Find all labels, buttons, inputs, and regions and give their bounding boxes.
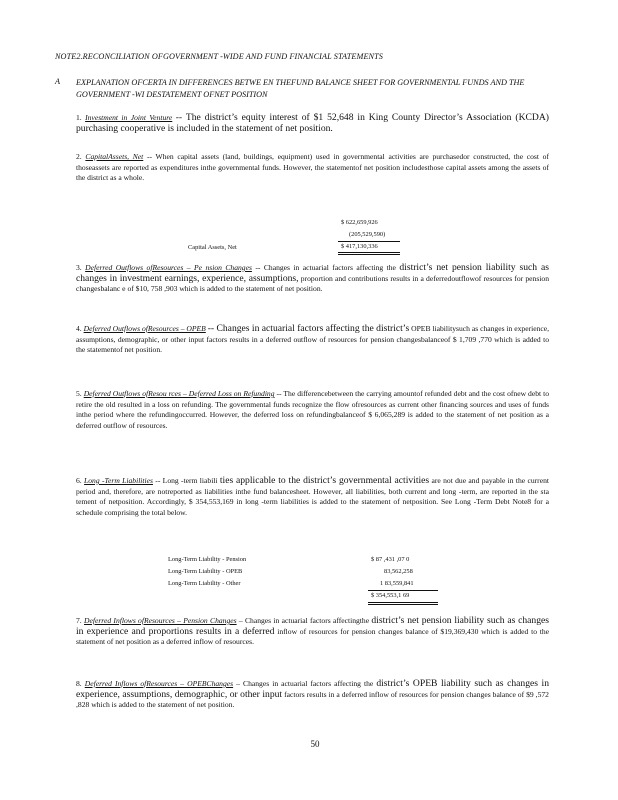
item-number: 2. xyxy=(76,152,82,161)
item-text: proportion and contributions results in a deferredoutflowof resources for pension changesbalanc e of $10, 758 ,903 which is added to the statement of net position. xyxy=(76,273,549,294)
item-text: -- When capital assets (land, buildings, equipment) used in governmental activities are purchasedor constructed, the cost of thoseassets are reported as expenditures inthe governmental funds. However, the statementof net position includesthose capital assets among the assets of the district as a whole. xyxy=(76,152,549,183)
table-rule xyxy=(368,590,438,591)
capital-row-label: Capital Assets, Net xyxy=(188,244,237,251)
lt-row-amount: 83,562,258 xyxy=(384,568,413,575)
item-text: – Changes in actuarial factors affectingthe xyxy=(238,616,370,625)
item-text: OPEB liabilitysuch as changes in experience, assumptions, demographic, or other input factors results in a deferred outflow of resources for pension changesbalanceof $ 1,709 ,770 which is added to the statementof net position. xyxy=(76,324,550,355)
section-heading: EXPLANATION OFCERTA IN DIFFERENCES BETWE EN THEFUND BALANCE SHEET FOR GOVERNMENTAL FUNDS AND THE GOVERNMENT -WI DESTATEMENT OFNET POSITION xyxy=(76,78,525,99)
lt-row-label: Long-Term Liability - OPEB xyxy=(168,568,243,575)
note-title: NOTE2.RECONCILIATION OFGOVERNMENT -WIDE AND FUND FINANCIAL STATEMENTS xyxy=(55,52,383,61)
capital-amount-1: $ 622,659,926 xyxy=(341,219,378,226)
item-number: 3. xyxy=(76,263,82,272)
item-deferred-outflows-pension xyxy=(76,263,549,295)
item-title: Deferred Outflows ofResou rces – Deferred Loss on Refunding xyxy=(83,389,275,398)
item-title: Deferred Inflows ofResources – OPEBChanges xyxy=(84,679,234,688)
item-number: 4. xyxy=(76,324,82,333)
section-letter: A xyxy=(55,77,61,86)
item-number: 6. xyxy=(76,476,82,485)
item-title: Deferred Outflows ofResources – Pe nsion Changes xyxy=(85,263,252,272)
item-long-term-liabilities xyxy=(76,476,549,518)
item-text: -- The district’s equity interest of $1 52,648 in King County Director’s Association (KCDA) purchasing cooperative is included in the statement of net position. xyxy=(76,112,549,134)
page-number: 50 xyxy=(310,739,320,749)
item-text: ties applicable to the district’s governmental activities xyxy=(219,475,430,486)
item-deferred-inflows-pension xyxy=(76,616,549,648)
item-text: district’s net pension liability such as changes in experience and proportions results in a deferred xyxy=(76,615,549,637)
table-double-rule xyxy=(338,252,400,253)
item-investment-joint-venture xyxy=(76,113,549,134)
table-double-rule xyxy=(338,254,400,255)
table-double-rule xyxy=(368,604,438,605)
item-capital-assets xyxy=(76,152,549,184)
item-title: Deferred Inflows ofResources – Pension Changes xyxy=(84,616,237,625)
capital-amount-2: (205,529,590) xyxy=(349,231,386,238)
item-title: Deferred Outflows ofResources – OPEB xyxy=(83,324,206,333)
lt-total: $ 354,553,1 69 xyxy=(371,592,410,599)
table-rule xyxy=(338,241,400,242)
item-text: factors results in a deferred inflow of resources for pension changes balance of $9 ,572 ,828 which is added to the statement of net position. xyxy=(76,689,549,710)
lt-row-label: Long-Term Liability - Other xyxy=(168,580,241,587)
lt-row-label: Long-Term Liability - Pension xyxy=(168,556,247,563)
item-text: inflow of resources for pension changes balance of $19,369,430 which is added to the statement of net position as a deferred inflow of resources. xyxy=(76,626,550,647)
item-deferred-loss-refunding xyxy=(76,389,549,431)
item-deferred-outflows-opeb xyxy=(76,324,549,356)
item-number: 7. xyxy=(76,616,82,625)
item-text: are not due and payable in the current period and, therefore, are notreported as liabilities inthe fund balancesheet. However, all liabilities, both current and long -term, are reported in the sta tement of netposition. Accordingly, $ 354,553,169 in long -term liabilities is added to the statement of netposition. See Long -Term Debt Note8 for a schedule comprising the total below. xyxy=(76,476,549,517)
item-title: CapitalAssets, Net xyxy=(85,152,144,161)
item-number: 5. xyxy=(76,389,82,398)
item-title: Long -Term Liabilities xyxy=(84,476,153,485)
lt-row-amount: 1 83,559,841 xyxy=(380,580,414,587)
item-text: -- The differencebetween the carrying amountof refunded debt and the cost ofnew debt to retire the old resulted in a loss on refunding. The governmental funds recognize the flow ofresources as current other financing sources and uses of funds inthe period where the refundingoccurred. However, the deferred loss on refundingbalanceof $ 6,065,289 is added to the statement of net position as a deferred outflow of resources. xyxy=(76,389,549,430)
table-double-rule xyxy=(368,602,438,603)
item-text: district’s OPEB liability such as changes in experience, assumptions, demographic, or other input xyxy=(76,678,550,700)
capital-total: $ 417,130,336 xyxy=(341,243,378,250)
item-number: 1. xyxy=(76,113,82,122)
item-text: -- Long -term liabili xyxy=(155,476,218,485)
lt-row-amount: $ 87 ,431 ,07 0 xyxy=(371,556,410,563)
item-text: district’s net pension liability such as changes in investment earnings, experience, assumptions, xyxy=(76,262,550,284)
item-text: -- Changes in actuarial factors affecting the district’s xyxy=(207,323,410,334)
item-text: -- Changes in actuarial factors affecting the xyxy=(255,263,396,272)
item-deferred-inflows-opeb xyxy=(76,679,549,711)
item-title: Investment in Joint Venture xyxy=(85,113,173,122)
item-number: 8. xyxy=(76,679,82,688)
item-text: – Changes in actuarial factors affecting the xyxy=(236,679,374,688)
